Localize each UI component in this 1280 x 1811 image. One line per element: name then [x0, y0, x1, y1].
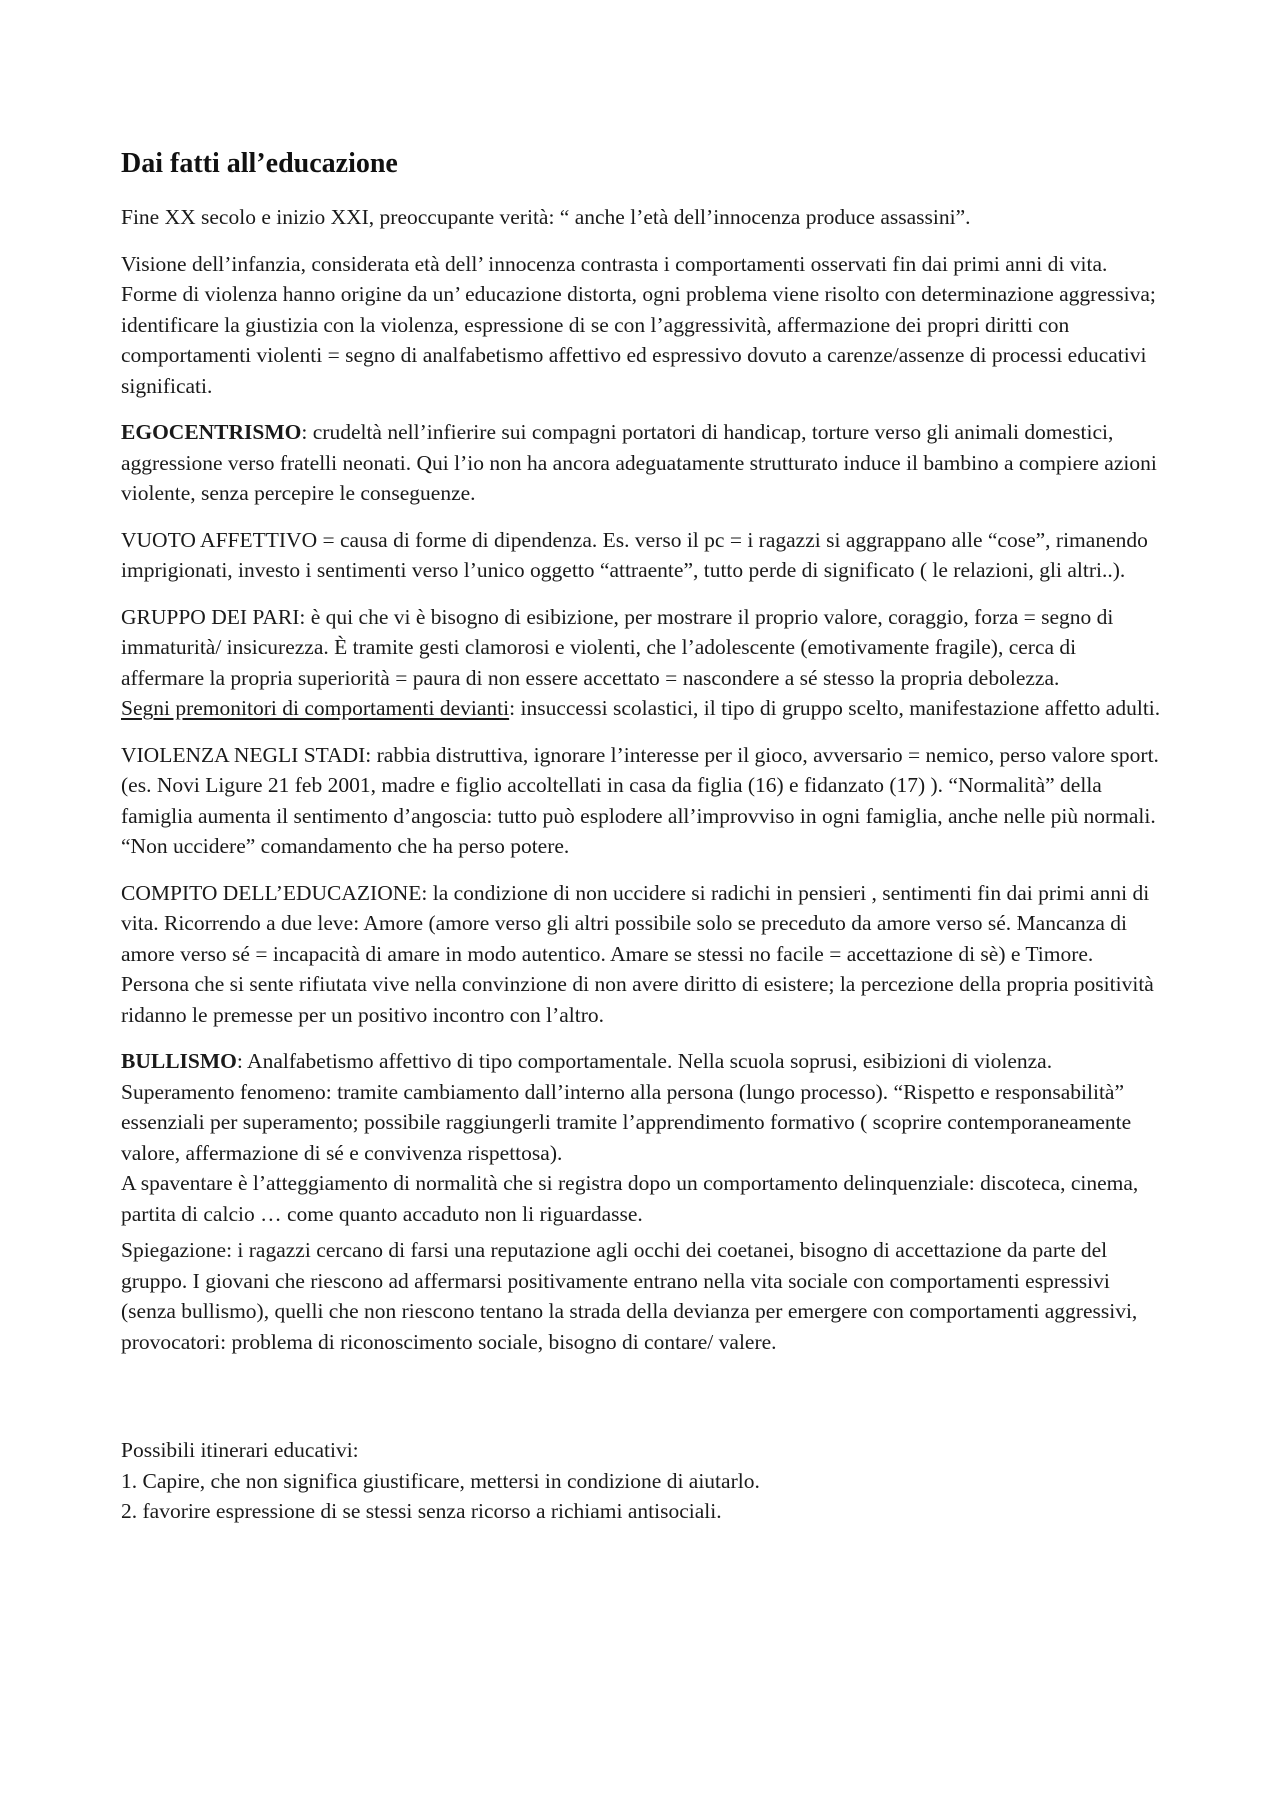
violenza-stadi-paragraph: VIOLENZA NEGLI STADI: rabbia distruttiva, ignorare l’interesse per il gioco, avversario = nemico, perso valore sport. (es. Novi Ligure 21 feb 2001, madre e figlio accoltellati in casa da figlia (16) e fidanzato (17) ). “Normalità” della famiglia aumenta il sentimento d’angoscia: tutto può esplodere all’improvviso in ogni famiglia, anche nelle più normali. “Non uccidere” comandamento che ha perso potere. [121, 742, 1159, 858]
document-page [121, 146, 1161, 1527]
itinerari-item-1: 1. Capire, che non significa giustificare, mettersi in condizione di aiutarlo. [121, 1468, 760, 1493]
gruppo-dei-pari-paragraph: GRUPPO DEI PARI: è qui che vi è bisogno di esibizione, per mostrare il proprio valore, coraggio, forza = segno di immaturità/ insicurezza. È tramite gesti clamorosi e violenti, che l’adolescente (emotivamente fragile), cerca di affermare la propria superiorità = paura di non essere accettato = nascondere a sé stesso la propria debolezza. [121, 604, 1114, 690]
vision-paragraph: Visione dell’infanzia, considerata età dell’ innocenza contrasta i comportamenti osservati fin dai primi anni di vita. Forme di violenza hanno origine da un’ educazione distorta, ogni problema viene risolto con determinazione aggressiva; identificare la giustizia con la violenza, espressione di se con l’aggressività, affermazione dei propri diritti con comportamenti violenti = segno di analfabetismo affettivo ed espressivo dovuto a carenze/assenze di processi educativi significati. [121, 251, 1156, 398]
itinerari-section [121, 1435, 1161, 1527]
egocentrismo-term: EGOCENTRISMO [121, 420, 302, 444]
segni-premonitori-label: Segni premonitori di comportamenti devianti [121, 696, 510, 720]
itinerari-heading: Possibili itinerari educativi: [121, 1438, 359, 1462]
bullismo-paragraph [121, 1046, 1161, 1168]
vuoto-affettivo-paragraph: VUOTO AFFETTIVO = causa di forme di dipendenza. Es. verso il pc = i ragazzi si aggrappano alle “cose”, rimanendo imprigionati, investo i sentimenti verso l’unico oggetto “attraente”, tutto perde di significato ( le relazioni, gli altri..). [121, 527, 1148, 582]
itinerari-item-2: 2. favorire espressione di se stessi senza ricorso a richiami antisociali. [121, 1499, 722, 1523]
bullismo-term: BULLISMO [121, 1049, 237, 1073]
bullismo-text: : Analfabetismo affettivo di tipo comportamentale. Nella scuola soprusi, esibizioni di violenza. Superamento fenomeno: tramite cambiamento dall’interno alla persona (lungo processo). “Rispetto e responsabilità” essenziali per superamento; possibile raggiungerli tramite l’apprendimento formativo ( scoprire contemporaneamente valore, affermazione di sé e convivenza rispettosa). [121, 1049, 1132, 1165]
segni-premonitori-text: : insuccessi scolastici, il tipo di gruppo scelto, manifestazione affetto adulti. [509, 696, 1161, 720]
egocentrismo-paragraph [121, 417, 1161, 509]
intro-paragraph: Fine XX secolo e inizio XXI, preoccupante verità: “ anche l’età dell’innocenza produce assassini”. [121, 205, 971, 229]
document-title: Dai fatti all’educazione [121, 148, 398, 179]
compito-educazione-paragraph: COMPITO DELL’EDUCAZIONE: la condizione di non uccidere si radichi in pensieri , sentimenti fin dai primi anni di vita. Ricorrendo a due leve: Amore (amore verso gli altri possibile solo se preceduto da amore verso sé. Mancanza di amore verso sé = incapacità di amare in modo autentico. Amare se stessi no facile = accettazione di sè) e Timore. Persona che si sente rifiutata vive nella convinzione di non avere diritto di esistere; la percezione della propria positività ridanno le premesse per un positivo incontro con l’altro. [121, 880, 1154, 1027]
bullismo-followup-paragraph: A spaventare è l’atteggiamento di normalità che si registra dopo un comportamento delinquenziale: discoteca, cinema, partita di calcio … come quanto accaduto non li riguardasse. [121, 1171, 1139, 1226]
spiegazione-paragraph: Spiegazione: i ragazzi cercano di farsi una reputazione agli occhi dei coetanei, bisogno di accettazione da parte del gruppo. I giovani che riescono ad affermarsi positivamente entrano nella vita sociale con comportamenti espressivi (senza bullismo), quelli che non riescono tentano la strada della devianza per emergere con comportamenti aggressivi, provocatori: problema di riconoscimento sociale, bisogno di contare/ valere. [121, 1238, 1138, 1354]
blank-space [121, 1373, 1161, 1435]
egocentrismo-text: : crudeltà nell’infierire sui compagni portatori di handicap, torture verso gli animali domestici, aggressione verso fratelli neonati. Qui l’io non ha ancora adeguatamente strutturato induce il bambino a compiere azioni violente, senza percepire le conseguenze. [121, 420, 1157, 505]
segni-premonitori-paragraph [121, 693, 1161, 724]
